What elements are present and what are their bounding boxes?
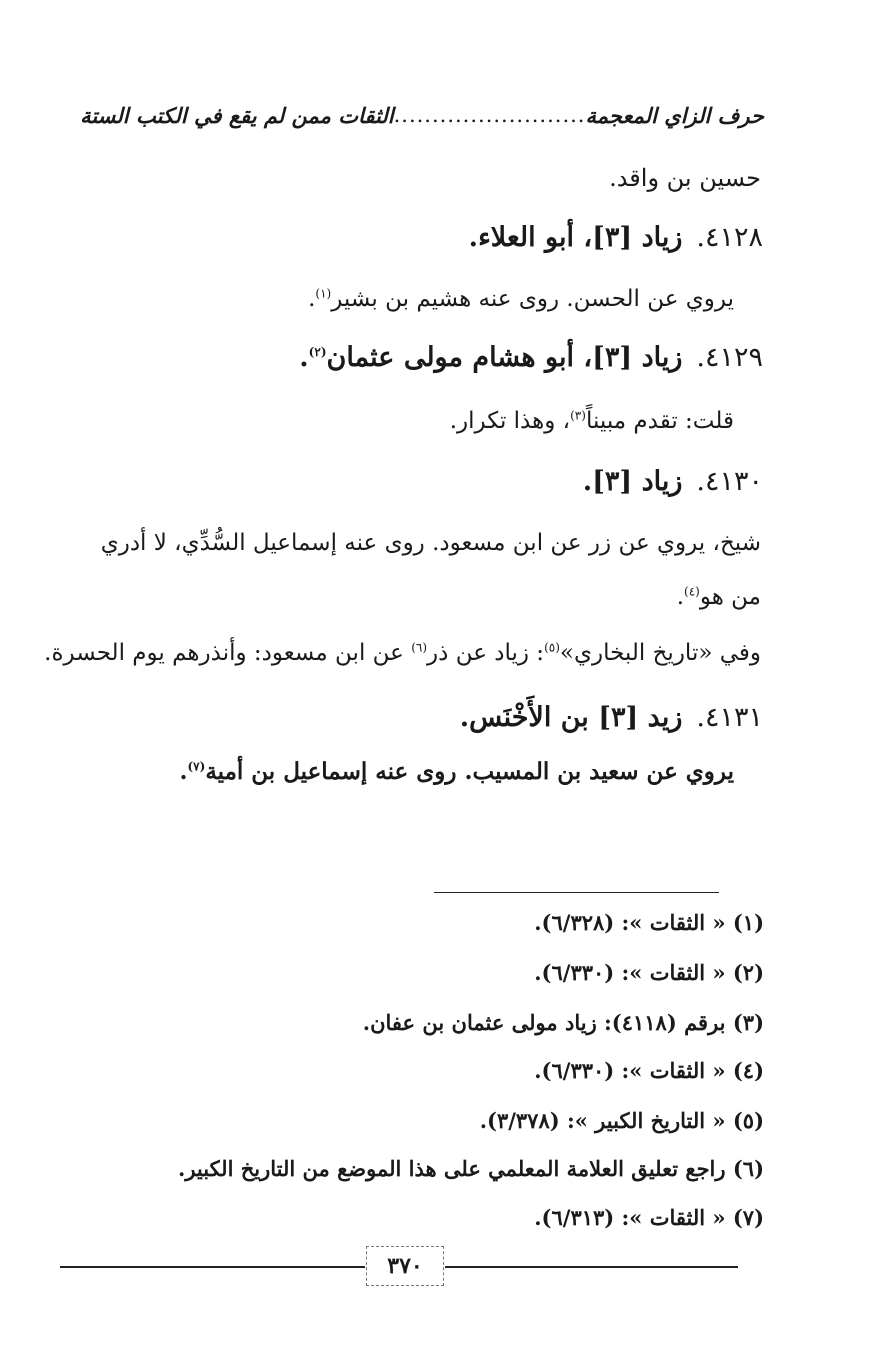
entry-name: زياد [٣]. (582, 466, 683, 497)
footnote-separator (434, 892, 719, 893)
footnote: (٣) برقم (٤١١٨): زياد مولى عثمان بن عفان. (362, 1010, 764, 1035)
paragraph (179, 758, 734, 785)
entry-number: ٤١٣١. (696, 702, 763, 733)
footnote: (٧) « الثقات »: (٦/٣١٣). (534, 1205, 764, 1230)
footnote: (١) « الثقات »: (٦/٣٢٨). (534, 910, 764, 935)
entry-number: ٤١٢٨. (696, 222, 763, 253)
footnote-ref: (٥) (544, 640, 560, 655)
paragraph-text: عن ابن مسعود: وأنذرهم يوم الحسرة. (44, 640, 412, 666)
paragraph (677, 584, 761, 610)
footnote-ref: (٢) (308, 345, 327, 359)
entry-name: زيد [٣] بن الأَخْنَس. (459, 702, 683, 733)
paragraph-line: شيخ، يروي عن زر عن ابن مسعود. روى عنه إسماعيل السُّدِّي، لا أدري (100, 530, 761, 556)
paragraph-text: قلت: تقدم مبيناً (585, 408, 734, 434)
paragraph (308, 286, 734, 312)
paragraph-text: وفي «تاريخ البخاري» (559, 640, 761, 666)
page-number: ٣٧٠ (366, 1246, 444, 1286)
footer-rule-left (60, 1266, 365, 1268)
continuation-line: حسين بن واقد. (609, 164, 761, 192)
entry-name: زياد [٣]، أبو هشام مولى عثمان (326, 342, 683, 373)
paragraph-end: . (179, 758, 188, 785)
paragraph-end: . (676, 584, 685, 610)
header-chapter: حرف الزاي المعجمة (585, 102, 764, 128)
running-header (80, 98, 764, 132)
footnote-ref: (٣) (570, 408, 586, 423)
footnote-ref: (٧) (187, 759, 206, 774)
paragraph (44, 640, 761, 666)
entry-end: . (299, 342, 309, 373)
footnote-ref: (١) (315, 286, 332, 301)
paragraph-text: ، وهذا تكرار. (449, 408, 571, 434)
paragraph-end: . (308, 286, 316, 312)
header-book-title: الثقات ممن لم يقع في الكتب الستة (80, 102, 394, 128)
entry-number: ٤١٢٩. (696, 342, 763, 373)
footnote-ref: (٦) (411, 640, 428, 655)
entry-heading (299, 342, 763, 373)
paragraph-text: يروي عن سعيد بن المسيب. روى عنه إسماعيل بن أمية (205, 758, 734, 785)
footnote: (٥) « التاريخ الكبير »: (٣/٣٧٨). (479, 1108, 764, 1133)
footer-rule-right (445, 1266, 738, 1268)
entry-name: زياد [٣]، أبو العلاء. (468, 222, 683, 253)
paragraph (450, 408, 734, 434)
header-leader-dots: ......................... (393, 103, 586, 127)
entry-heading (583, 466, 763, 497)
footnote: (٤) « الثقات »: (٦/٣٣٠). (534, 1058, 764, 1083)
entry-heading (469, 222, 763, 253)
entry-heading (460, 702, 763, 733)
footnote-ref: (٤) (684, 584, 700, 599)
footnote: (٢) « الثقات »: (٦/٣٣٠). (534, 960, 764, 985)
entry-number: ٤١٣٠. (696, 466, 763, 497)
footnote: (٦) راجع تعليق العلامة المعلمي على هذا الموضع من التاريخ الكبير. (178, 1156, 764, 1181)
paragraph-text: : زياد عن ذر (427, 640, 545, 666)
paragraph-text: يروي عن الحسن. روى عنه هشيم بن بشير (331, 286, 734, 312)
paragraph-text: من هو (699, 584, 761, 610)
